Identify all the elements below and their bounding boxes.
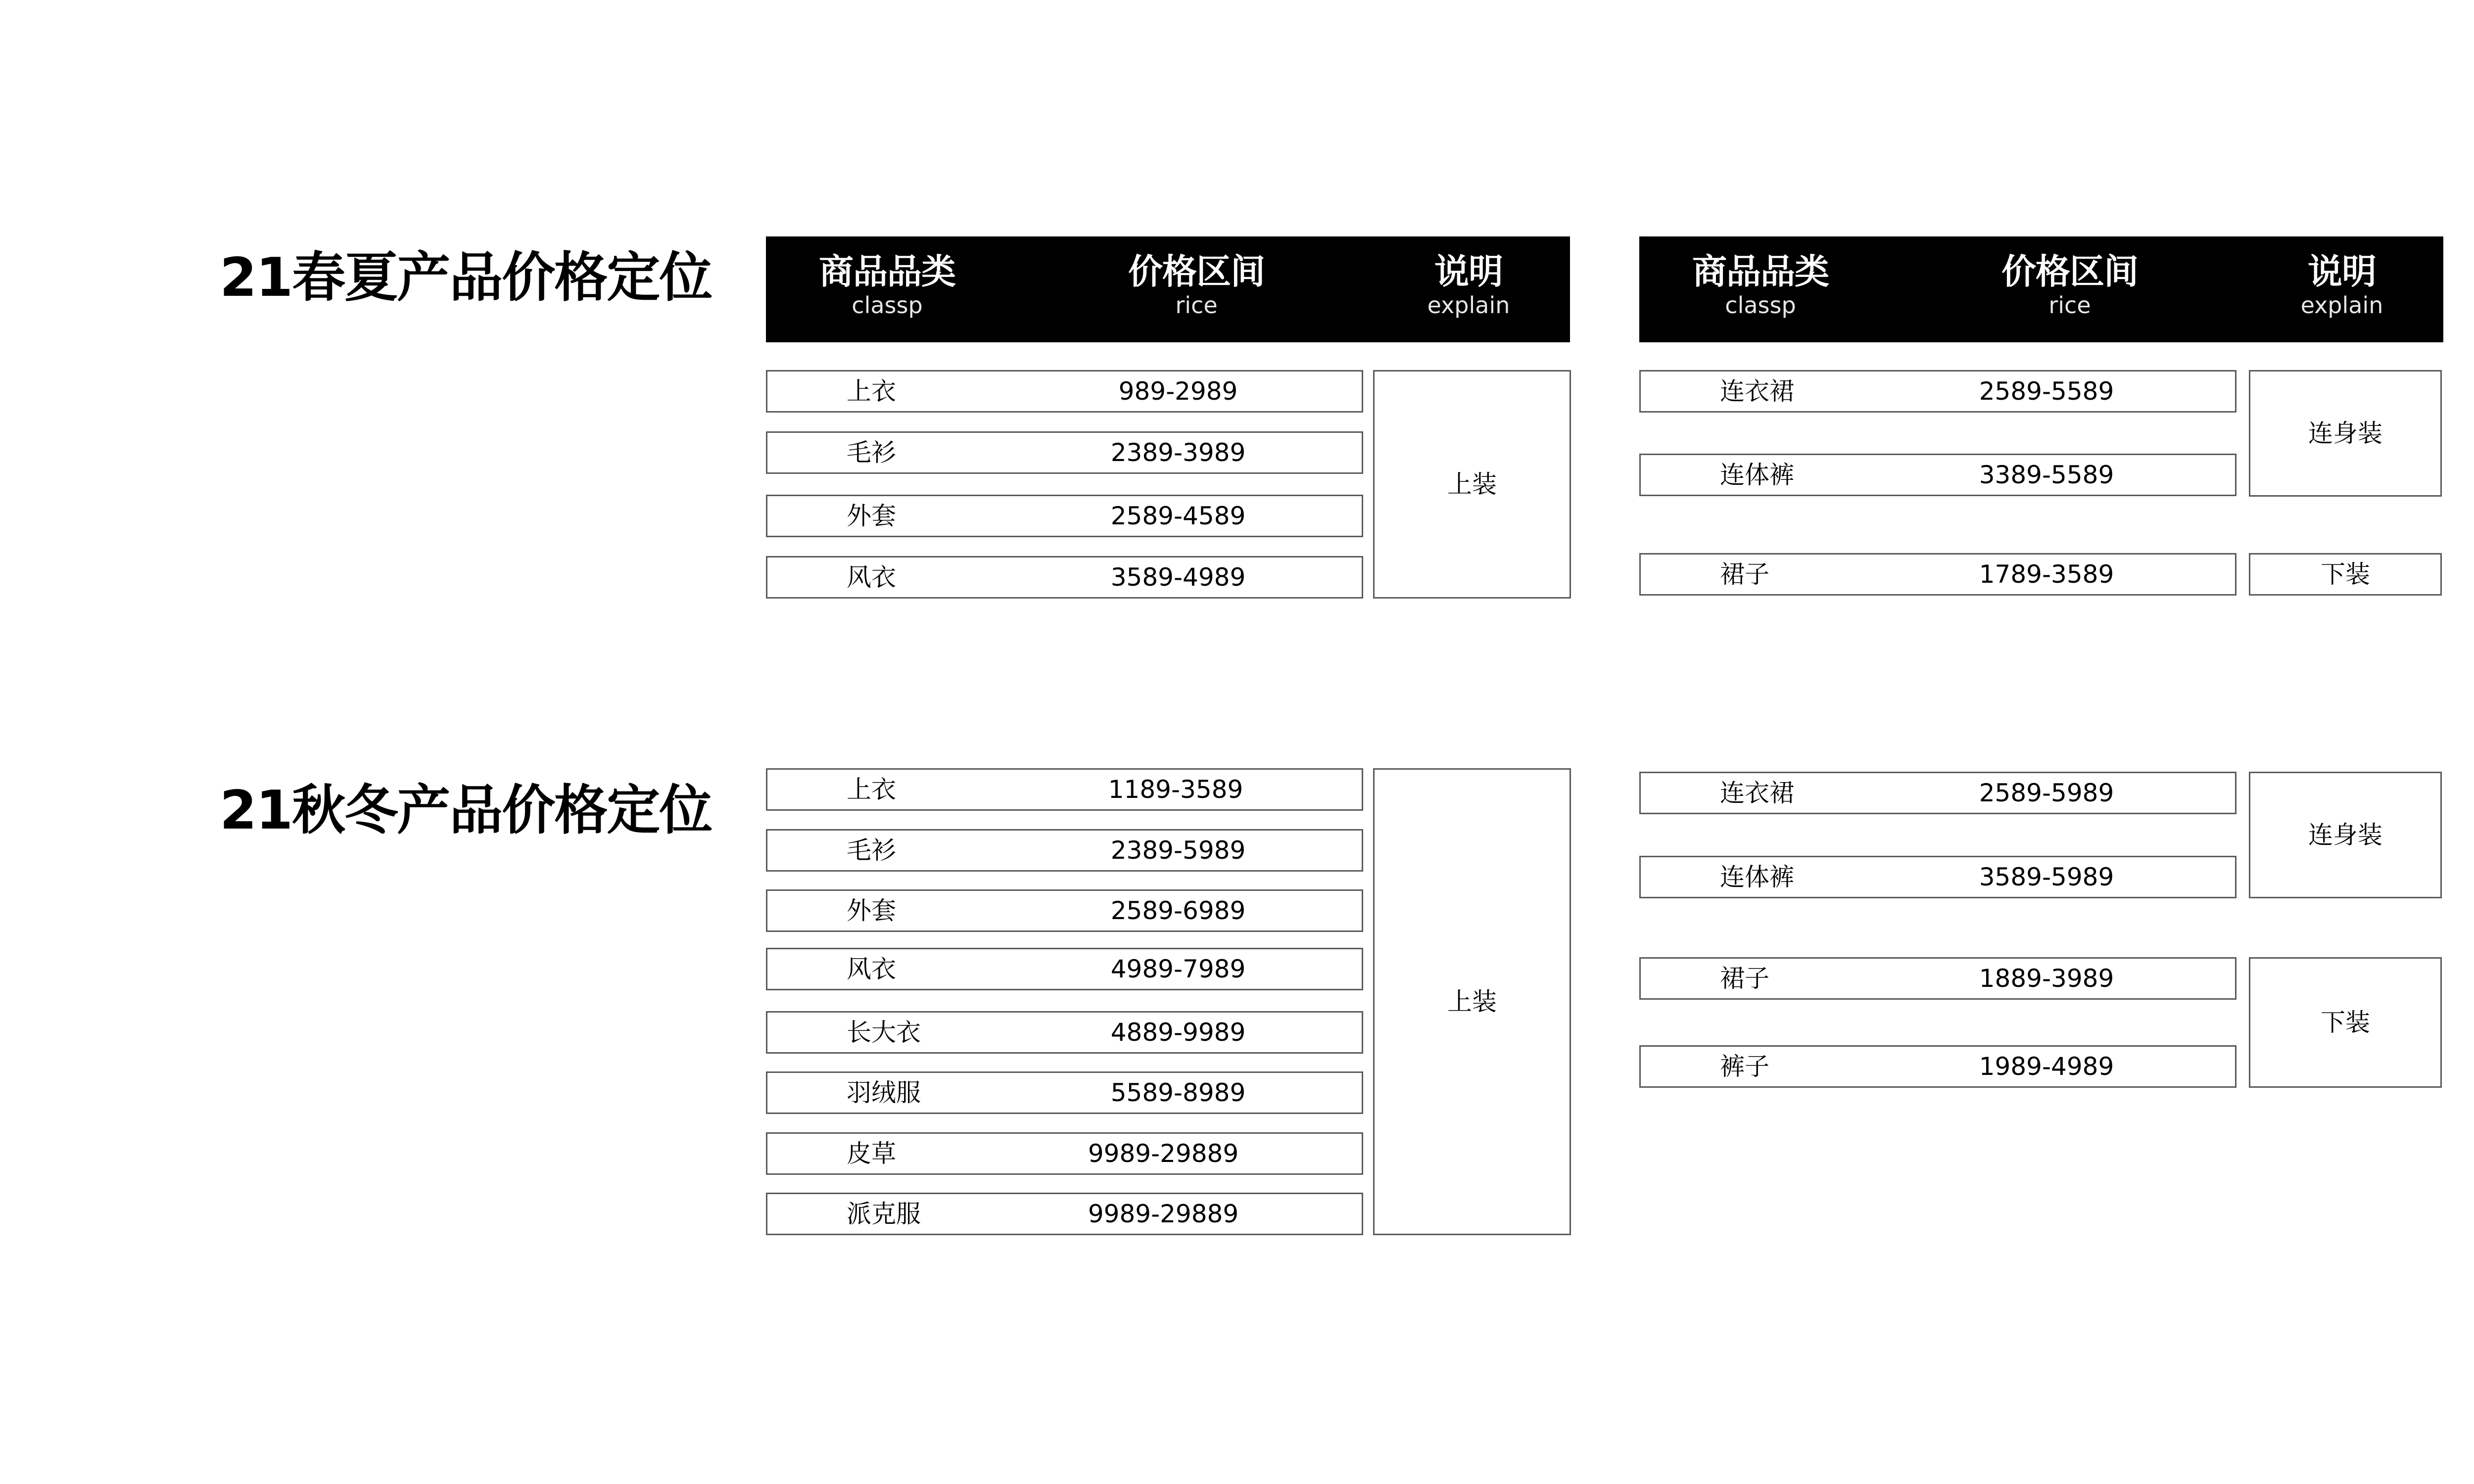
header-category-en: classp	[1725, 292, 1796, 319]
autumn-winter-title: 21秋冬产品价格定位	[220, 780, 712, 841]
row-category: 风衣	[847, 955, 896, 983]
header-note-cn: 说明	[1434, 251, 1503, 292]
row-category: 裙子	[1720, 964, 1769, 993]
header-price-cn: 价格区间	[2001, 251, 2138, 292]
table-row	[766, 370, 1363, 413]
table-row	[766, 556, 1363, 599]
row-category: 裙子	[1720, 560, 1769, 589]
note-box-tops: 上装	[1373, 768, 1571, 1235]
header-note	[2243, 236, 2441, 342]
row-price: 3589-5989	[1979, 863, 2114, 891]
note-box-bottoms: 下装	[2249, 553, 2442, 596]
table-row	[766, 1011, 1363, 1054]
row-price: 1989-4989	[1979, 1052, 2114, 1081]
row-category: 毛衫	[847, 836, 896, 865]
row-price: 1789-3589	[1979, 560, 2114, 589]
table-header-left	[766, 236, 1570, 342]
header-category-en: classp	[852, 292, 923, 319]
row-price: 2389-3989	[1110, 438, 1246, 467]
row-category: 外套	[847, 502, 896, 530]
row-price: 1889-3989	[1979, 964, 2114, 993]
row-category: 连体裤	[1720, 461, 1794, 489]
row-price: 2589-4589	[1110, 502, 1246, 530]
table-row	[766, 431, 1363, 474]
note-box-bottoms: 下装	[2249, 957, 2442, 1088]
row-category: 外套	[847, 896, 896, 925]
spring-summer-title: 21春夏产品价格定位	[220, 247, 712, 309]
row-price: 4889-9989	[1110, 1018, 1246, 1047]
header-category	[766, 236, 1008, 342]
row-category: 毛衫	[847, 438, 896, 467]
row-price: 2389-5989	[1110, 836, 1246, 865]
row-category: 连体裤	[1720, 863, 1794, 891]
row-price: 9989-29889	[1088, 1200, 1239, 1228]
header-category-cn: 商品品类	[1692, 251, 1829, 292]
row-price: 989-2989	[1118, 377, 1238, 406]
row-category: 皮草	[847, 1139, 896, 1168]
header-category-cn: 商品品类	[819, 251, 955, 292]
header-note-cn: 说明	[2308, 251, 2376, 292]
header-price	[1911, 236, 2228, 342]
row-category: 羽绒服	[847, 1078, 921, 1107]
table-row	[766, 1071, 1363, 1114]
row-price: 3389-5589	[1979, 461, 2114, 489]
row-category: 上衣	[847, 377, 896, 406]
table-row	[766, 495, 1363, 537]
table-row	[766, 829, 1363, 872]
row-category: 裤子	[1720, 1052, 1769, 1081]
header-category	[1639, 236, 1882, 342]
table-row	[1639, 772, 2236, 814]
row-category: 上衣	[847, 775, 896, 804]
table-row	[766, 1132, 1363, 1175]
header-note-en: explain	[2300, 292, 2383, 319]
header-price-en: rice	[1175, 292, 1218, 319]
row-category: 派克服	[847, 1200, 921, 1228]
note-box-one-piece: 连身装	[2249, 772, 2442, 898]
header-price-en: rice	[2048, 292, 2091, 319]
header-price-cn: 价格区间	[1128, 251, 1265, 292]
row-price: 2589-5589	[1979, 377, 2114, 406]
row-price: 2589-5989	[1979, 779, 2114, 807]
header-price	[1038, 236, 1355, 342]
table-row	[1639, 957, 2236, 1000]
table-row	[1639, 370, 2236, 413]
table-row	[766, 889, 1363, 932]
row-price: 9989-29889	[1088, 1139, 1239, 1168]
table-row	[766, 768, 1363, 811]
note-box-tops: 上装	[1373, 370, 1571, 599]
row-category: 连衣裙	[1720, 779, 1794, 807]
table-row	[1639, 454, 2236, 496]
row-category: 长大衣	[847, 1018, 921, 1047]
table-row	[1639, 553, 2236, 596]
table-header-right	[1639, 236, 2443, 342]
table-row	[766, 948, 1363, 990]
row-price: 5589-8989	[1110, 1078, 1246, 1107]
header-note	[1370, 236, 1568, 342]
row-category: 风衣	[847, 563, 896, 592]
header-note-en: explain	[1427, 292, 1510, 319]
table-row	[1639, 856, 2236, 898]
note-box-one-piece: 连身装	[2249, 370, 2442, 497]
row-price: 2589-6989	[1110, 896, 1246, 925]
row-price: 4989-7989	[1110, 955, 1246, 983]
row-price: 3589-4989	[1110, 563, 1246, 592]
table-row	[1639, 1045, 2236, 1088]
table-row	[766, 1193, 1363, 1235]
row-price: 1189-3589	[1108, 775, 1243, 804]
row-category: 连衣裙	[1720, 377, 1794, 406]
